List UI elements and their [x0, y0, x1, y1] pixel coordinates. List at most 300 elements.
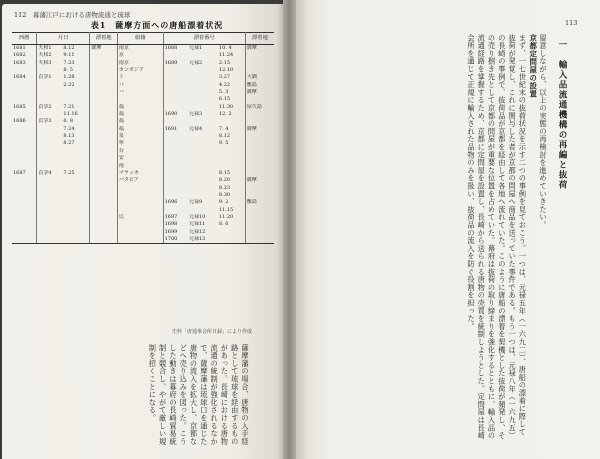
table-cell: [163, 96, 188, 103]
table-cell: [188, 74, 218, 81]
table-cell: [12, 214, 37, 221]
table-cell: [12, 177, 37, 184]
table-cell: [117, 207, 163, 214]
table-cell: 8.13: [62, 133, 89, 140]
table-cell: [12, 207, 37, 214]
table-cell: 1687: [12, 170, 37, 177]
table-cell: [37, 185, 63, 192]
table-cell: [188, 89, 218, 96]
table-cell: 6.15: [218, 96, 245, 103]
table-cell: 12.10: [218, 67, 245, 74]
table-cell: [188, 185, 218, 192]
table-cell: [163, 140, 188, 147]
table-cell: [37, 126, 63, 133]
table-cell: 1685: [12, 104, 37, 111]
table-cell: [12, 111, 37, 118]
table-cell: [163, 185, 188, 192]
table-cell: 11.15: [218, 207, 245, 214]
table-row: [12, 243, 274, 244]
table-cell: 1.28: [62, 74, 89, 81]
table-row: [12, 118, 274, 125]
table-cell: 9. 5: [218, 140, 245, 147]
table-cell: 4.22: [218, 82, 245, 89]
table-cell: [12, 185, 37, 192]
table-cell: [188, 96, 218, 103]
table-row: [12, 207, 274, 214]
col-header-origin: 船籍: [117, 33, 163, 45]
table-cell: [218, 236, 245, 243]
table-cell: 7.21: [62, 104, 89, 111]
table-cell: [12, 67, 37, 74]
table-cell: [245, 170, 274, 177]
table-cell: 10. 4: [218, 45, 245, 53]
table-cell: [117, 192, 163, 199]
table-row: [12, 89, 274, 96]
table-cell: 5. 3: [218, 89, 245, 96]
section-heading: 京都定問屋の設置: [528, 34, 538, 98]
table-header-row: [12, 33, 274, 45]
table-cell: 8.23: [218, 185, 245, 192]
table-cell: 8.27: [62, 140, 89, 147]
table-cell: [188, 52, 218, 59]
table-cell: [90, 229, 118, 236]
table-cell: [37, 163, 63, 170]
table-cell: 南京: [117, 45, 163, 53]
page-number: 113: [565, 19, 578, 27]
table-cell: 1682: [12, 52, 37, 59]
table-cell: 大隅: [246, 74, 257, 81]
table-cell: 1688: [164, 45, 178, 51]
table-cell: [163, 207, 188, 214]
table-cell: 元禄10: [188, 213, 206, 220]
table-cell: 薩摩: [246, 89, 257, 96]
table-cell: [188, 104, 218, 111]
table-cell: [90, 243, 118, 244]
table-cell: 8. 6: [218, 221, 245, 228]
col-header-location-2: 漂着地: [245, 33, 274, 45]
shipwreck-table: [12, 32, 274, 244]
table-cell: [37, 111, 63, 118]
table-row: [12, 214, 274, 221]
left-body-text: 薩摩藩の場合、唐物の入手経路として琉球を経由するものがあった。長崎における唐物流通の統制が強化されるなかで、薩摩藩は琉球口を通じた唐物の流入を拡大し、京都などへ売り込みを図った。こうした動きは幕府の長崎貿易統制と競合し、やがて厳しい規制を招くことになる。: [148, 344, 250, 446]
table-cell: 泉: [117, 133, 163, 140]
table-cell: [188, 118, 218, 125]
table-cell: [245, 163, 274, 170]
table-cell: [245, 229, 274, 236]
table-cell: [12, 140, 37, 147]
table-cell: [117, 221, 163, 228]
table-cell: [12, 133, 37, 140]
table-cell: 7.23: [62, 60, 89, 67]
table-cell: 11.20: [218, 214, 245, 221]
table-cell: [37, 229, 63, 236]
table-cell: 1686: [12, 118, 37, 125]
table-row: [12, 96, 274, 103]
table-cell: 2.22: [62, 82, 89, 89]
table-row: [12, 236, 274, 243]
table-cell: [90, 207, 118, 214]
table-cell: [163, 163, 188, 170]
table-cell: 貞享3: [38, 118, 52, 125]
table-cell: バ: [117, 82, 163, 89]
table-row: [12, 229, 274, 236]
table-cell: [245, 192, 274, 199]
table-cell: [90, 111, 118, 118]
table-cell: 福: [117, 111, 163, 118]
table-cell: [90, 67, 118, 74]
table-cell: 薩摩: [246, 177, 257, 184]
table-cell: [163, 89, 188, 96]
table-cell: カンボジア: [117, 67, 163, 74]
table-row: [12, 126, 274, 133]
table-cell: [12, 89, 37, 96]
col-header-location: 漂着地: [90, 33, 118, 45]
table-cell: 元禄1: [188, 45, 203, 51]
table-row: [12, 67, 274, 74]
table-cell: [62, 148, 89, 155]
table-row: [12, 192, 274, 199]
table-cell: [37, 236, 63, 243]
table-cell: 天和3: [38, 59, 52, 66]
table-cell: [188, 177, 218, 184]
table-cell: [163, 82, 188, 89]
table-row: [12, 170, 274, 177]
table-cell: [245, 155, 274, 162]
table-cell: 7.24: [62, 126, 89, 133]
table-cell: [163, 67, 188, 74]
table-cell: 7. 4: [218, 126, 245, 133]
table-cell: 薩摩: [246, 125, 257, 132]
table-cell: [62, 96, 89, 103]
table-cell: [37, 67, 63, 74]
intro-paragraph: 留意しながら、以上の実態の再検討を進めていきたい。: [539, 34, 548, 229]
table-cell: [188, 155, 218, 162]
table-cell: [188, 82, 218, 89]
table-cell: 1684: [12, 74, 37, 81]
table-cell: [37, 177, 63, 184]
table-cell: [37, 221, 63, 228]
table-cell: [90, 52, 118, 59]
table-cell: 11.16: [62, 111, 89, 118]
book-gutter: [283, 0, 297, 459]
table-cell: [12, 163, 37, 170]
table-row: [12, 185, 274, 192]
col-header-number: 漂着番号: [163, 33, 245, 45]
table-cell: [90, 133, 118, 140]
table-cell: [90, 104, 118, 111]
table-cell: 元禄2: [188, 59, 203, 66]
table-cell: [62, 243, 89, 244]
table-cell: 1683: [12, 60, 37, 67]
table-cell: [37, 155, 63, 162]
table-cell: [37, 192, 63, 199]
table-cell: [12, 221, 37, 228]
table-cell: [163, 74, 188, 81]
table-row: [12, 148, 274, 155]
table-cell: 1696: [164, 199, 178, 206]
table-cell: [117, 229, 163, 236]
table-cell: マラッカ: [117, 170, 163, 177]
table-cell: [62, 163, 89, 170]
table-cell: 11.30: [218, 104, 245, 111]
table-cell: 6. 8: [62, 118, 89, 125]
table-cell: 天和2: [38, 52, 52, 59]
table-cell: 1681: [12, 45, 37, 53]
table-cell: [90, 185, 118, 192]
source-note: 史料「唐通事会所日録」により作成: [172, 329, 253, 335]
table-cell: 薩摩: [246, 45, 257, 51]
table-cell: [12, 199, 37, 206]
table-cell: [245, 111, 274, 118]
table-cell: 福: [117, 118, 163, 125]
table-cell: [245, 52, 274, 59]
table-cell: [117, 243, 163, 244]
table-cell: [245, 67, 274, 74]
table-cell: [37, 133, 63, 140]
table-cell: [218, 155, 245, 162]
table-cell: [218, 148, 245, 155]
table-cell: 貞享1: [38, 74, 52, 81]
table-cell: 南: [117, 163, 163, 170]
table-cell: [37, 140, 63, 147]
table-cell: [12, 243, 37, 244]
table-cell: [163, 155, 188, 162]
table-cell: [62, 199, 89, 206]
table-row: [12, 104, 274, 111]
table-cell: [90, 74, 118, 81]
table-cell: [62, 192, 89, 199]
col-header-date: 月日: [37, 33, 90, 45]
table-cell: [62, 229, 89, 236]
table-cell: [245, 236, 274, 243]
table-row: [12, 221, 274, 228]
table-cell: [90, 192, 118, 199]
table-cell: [90, 60, 118, 67]
table-cell: [117, 185, 163, 192]
table-cell: [90, 118, 118, 125]
table-cell: [218, 118, 245, 125]
table-cell: [163, 192, 188, 199]
table-cell: 1689: [164, 59, 178, 66]
table-cell: [245, 118, 274, 125]
right-body-text: [312, 34, 548, 442]
table-cell: [12, 229, 37, 236]
table-cell: 1691: [164, 125, 178, 132]
table-row: [12, 177, 274, 184]
table-cell: [62, 155, 89, 162]
chapter-title: 一 輸入品流通機構の再編と抜荷: [557, 40, 567, 190]
table-cell: [163, 170, 188, 177]
table-cell: 2.15: [218, 60, 245, 67]
table-cell: 天和1: [38, 45, 52, 51]
table-cell: [62, 185, 89, 192]
col-header-year: 西暦: [12, 33, 37, 45]
table-cell: 貞享4: [38, 169, 52, 176]
table-cell: 9. 2: [218, 199, 245, 206]
table-row: [12, 45, 274, 53]
table-cell: [90, 148, 118, 155]
table-cell: [188, 163, 218, 170]
table-cell: [188, 67, 218, 74]
table-cell: [37, 207, 63, 214]
table-cell: [188, 170, 218, 177]
table-cell: 元禄11: [188, 221, 206, 228]
table-cell: 8.12: [62, 45, 89, 53]
table-cell: 京: [117, 52, 163, 59]
table-cell: [12, 155, 37, 162]
table-cell: [117, 199, 163, 206]
table-cell: 元禄3: [188, 111, 203, 118]
table-cell: 1700: [164, 235, 178, 242]
table-cell: 1697: [164, 213, 178, 220]
table-row: [12, 52, 274, 59]
table-cell: [90, 163, 118, 170]
table-row: [12, 133, 274, 140]
table-cell: [188, 133, 218, 140]
table-cell: [37, 96, 63, 103]
table-cell: 8.30: [218, 192, 245, 199]
table-cell: 7.25: [62, 170, 89, 177]
table-cell: [37, 148, 63, 155]
table-cell: [12, 96, 37, 103]
table-cell: [90, 96, 118, 103]
table-cell: 寧: [117, 140, 163, 147]
table-cell: [90, 236, 118, 243]
table-row: [12, 163, 274, 170]
table-cell: ハ: [117, 89, 163, 96]
table-cell: [62, 214, 89, 221]
table-cell: 12. 2: [218, 111, 245, 118]
table-cell: 台: [117, 148, 163, 155]
table-cell: [90, 170, 118, 177]
table-cell: [62, 177, 89, 184]
table-cell: 広: [117, 214, 163, 221]
table-cell: 元禄13: [188, 235, 206, 242]
table-cell: 1690: [164, 111, 178, 118]
table-cell: [117, 236, 163, 243]
table-cell: 屋久島: [246, 103, 262, 110]
table-cell: [245, 133, 274, 140]
table-cell: [245, 140, 274, 147]
table-cell: [90, 221, 118, 228]
table-cell: [188, 243, 218, 244]
table-cell: [163, 52, 188, 59]
table-cell: [37, 243, 63, 244]
table-cell: [37, 199, 63, 206]
table-cell: [90, 126, 118, 133]
table-cell: [62, 207, 89, 214]
table-cell: [37, 89, 63, 96]
table-cell: 福: [117, 126, 163, 133]
table-cell: 9.11: [62, 52, 89, 59]
main-paragraph: まず、一七世紀末の抜荷状況を示す二つの事例を見ておこう。一つは、元禄五年（一六九二）、唐船の漂着に際して抜荷が発覚し、これに関与した者が京都の問屋へ商品を送っていた事件である。もう一つは、元禄八年（一六九五）の長崎の事例で、抜荷品が京都を経由して各地へ流れていた。このように唐船の漂着を契機とした抜荷が頻発し、その売り捌き先として京都の問屋が重要な位置を占めていた。幕府は抜荷の取り締まりを強化するとともに、輸入品の流通経路を掌握するため、京都に定問屋を設置し、長崎から送られる唐物の売買を統制しようとした。定問屋は長崎会所を通じて正規に輸入された品物のみを扱い、抜荷品の流入を防ぐ役割を担った。: [466, 34, 528, 440]
table-cell: ト: [117, 74, 163, 81]
table-cell: [90, 89, 118, 96]
table-row: [12, 111, 274, 118]
table-cell: 1698: [164, 221, 178, 228]
table-cell: 8.15: [218, 170, 245, 177]
table-cell: 甑島: [246, 81, 257, 88]
table-cell: [245, 214, 274, 221]
table-row: [12, 74, 274, 81]
table-cell: [245, 185, 274, 192]
table-cell: [245, 207, 274, 214]
table-cell: [90, 140, 118, 147]
table-cell: バタビア: [117, 177, 163, 184]
table-cell: [188, 148, 218, 155]
table-cell: [245, 221, 274, 228]
table-body: [12, 45, 274, 244]
table-cell: [188, 207, 218, 214]
table-cell: [218, 163, 245, 170]
table-cell: [37, 214, 63, 221]
table-cell: [12, 236, 37, 243]
table-cell: 3.27: [218, 74, 245, 81]
table-cell: [12, 82, 37, 89]
table-cell: [245, 96, 274, 103]
table-cell: [62, 221, 89, 228]
table-cell: [62, 89, 89, 96]
running-head: 112 幕藩江戸における唐物流通と琉球: [14, 11, 131, 19]
table-cell: [218, 243, 245, 244]
table-cell: 南京: [117, 60, 163, 67]
table-cell: 元禄4: [188, 125, 203, 132]
table-cell: [12, 126, 37, 133]
table-cell: [245, 243, 274, 244]
table-title: 表1 薩摩方面への唐船漂着状況: [90, 20, 224, 30]
table-cell: 薩摩: [90, 45, 118, 53]
table-cell: [117, 96, 163, 103]
table-cell: [163, 133, 188, 140]
table-cell: [90, 199, 118, 206]
table-cell: [163, 104, 188, 111]
table-cell: [163, 118, 188, 125]
table-cell: 福: [117, 104, 163, 111]
table-cell: 元禄9: [188, 199, 203, 206]
table-cell: [163, 148, 188, 155]
table-row: [12, 140, 274, 147]
table-cell: [163, 177, 188, 184]
table-row: [12, 199, 274, 206]
table-cell: 元禄12: [188, 228, 206, 235]
table-row: [12, 155, 274, 162]
table-cell: [188, 140, 218, 147]
table-row: [12, 60, 274, 67]
table-cell: 安: [117, 155, 163, 162]
table-cell: [188, 192, 218, 199]
table-row: [12, 82, 274, 89]
table-cell: [245, 60, 274, 67]
table-cell: 8.12: [218, 133, 245, 140]
table-cell: 11.24: [218, 52, 245, 59]
table-cell: [245, 148, 274, 155]
table-cell: 8.20: [218, 177, 245, 184]
table-cell: 1699: [164, 228, 178, 235]
table-cell: [90, 177, 118, 184]
table-cell: [218, 229, 245, 236]
table-cell: [62, 236, 89, 243]
table-cell: [90, 214, 118, 221]
table-cell: [12, 192, 37, 199]
table-cell: 貞享2: [38, 103, 52, 110]
table-cell: [163, 243, 188, 244]
table-cell: 甑島: [246, 199, 257, 206]
table-cell: [90, 155, 118, 162]
table-cell: [37, 82, 63, 89]
table-cell: [12, 148, 37, 155]
table-cell: [90, 82, 118, 89]
table-cell: 8. 5: [62, 67, 89, 74]
